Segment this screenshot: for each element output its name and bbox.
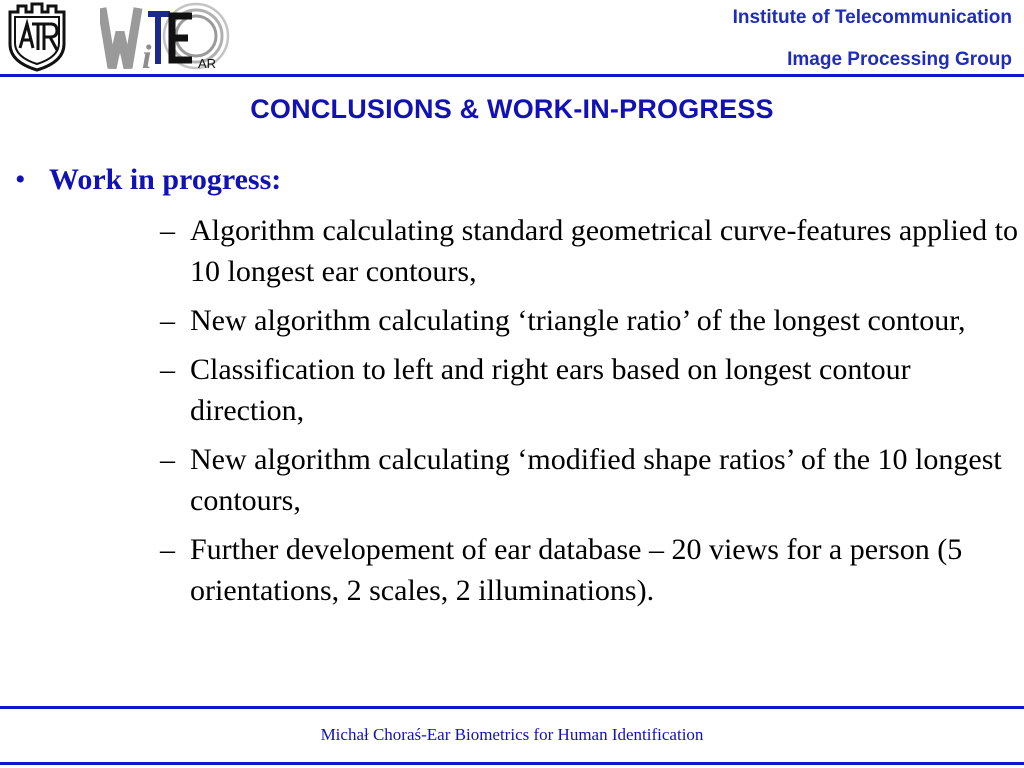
footer-caption: Michał Choraś-Ear Biometrics for Human Identification xyxy=(320,725,704,744)
list-item-text: New algorithm calculating ‘modified shape ratios’ of the 10 longest contours, xyxy=(190,443,1002,517)
footer-divider-bottom xyxy=(0,762,1024,765)
institute-name: Institute of Telecommunication xyxy=(732,7,1012,28)
list-item xyxy=(160,349,1020,431)
bullet-heading xyxy=(15,163,281,197)
group-name: Image Processing Group xyxy=(787,49,1012,70)
footer-divider-top xyxy=(0,706,1024,709)
witear-logo-icon xyxy=(100,2,236,74)
bullet-dot-icon: • xyxy=(15,163,26,196)
dash-marker: – xyxy=(160,304,175,337)
atr-university-crest-icon xyxy=(4,2,70,72)
list-item xyxy=(160,210,1020,292)
dash-marker: – xyxy=(160,443,175,476)
work-in-progress-list xyxy=(160,210,1020,619)
bullet-heading-label: Work in progress: xyxy=(49,163,282,196)
list-item-text: Further developement of ear database – 20 views for a person (5 orientations, 2 scales, 2 illuminations). xyxy=(190,533,963,607)
slide-title: CONCLUSIONS & WORK-IN-PROGRESS xyxy=(250,94,774,124)
dash-marker: – xyxy=(160,214,175,247)
list-item xyxy=(160,300,1020,341)
list-item-text: Algorithm calculating standard geometrical curve-features applied to 10 longest ear contours, xyxy=(190,214,1019,288)
header-divider xyxy=(0,74,1024,77)
list-item xyxy=(160,529,1020,611)
dash-marker: – xyxy=(160,533,175,566)
list-item-text: New algorithm calculating ‘triangle ratio’ of the longest contour, xyxy=(190,304,966,337)
svg-text:AR: AR xyxy=(198,56,217,71)
svg-text:i: i xyxy=(142,39,152,74)
dash-marker: – xyxy=(160,353,175,386)
list-item xyxy=(160,439,1020,521)
list-item-text: Classification to left and right ears based on longest contour direction, xyxy=(190,353,911,427)
